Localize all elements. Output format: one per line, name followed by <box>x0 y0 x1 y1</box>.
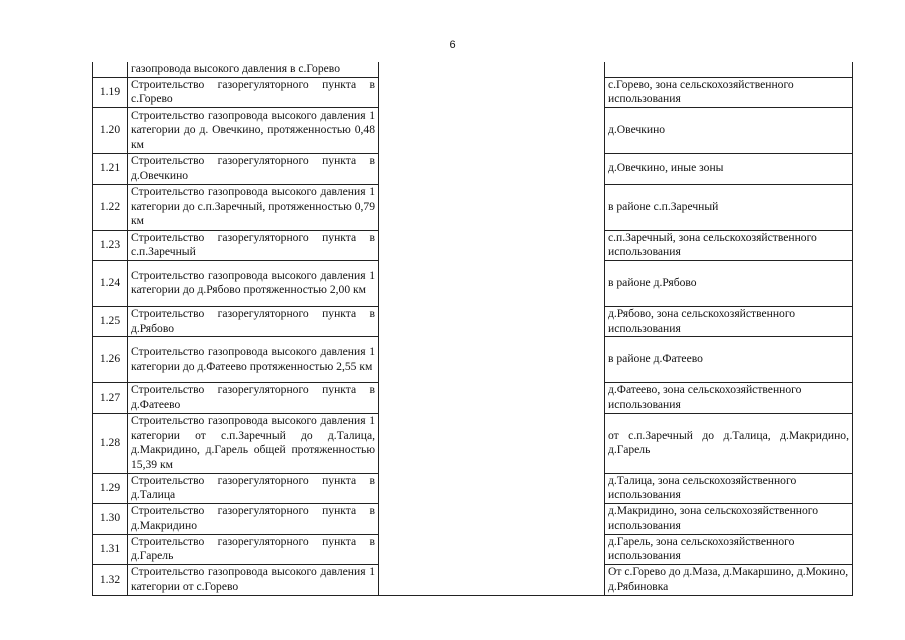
row-location: д.Макридино, зона сельскохозяйственного использования <box>605 504 853 534</box>
row-location: в районе д.Рябово <box>605 260 853 306</box>
row-description: Строительство газопровода высокого давления 1 категории до с.п.Заречный, протяженностью 0,79 км <box>128 184 379 230</box>
row-number: 1.27 <box>93 383 128 413</box>
row-number: 1.20 <box>93 108 128 154</box>
row-description: Строительство газопровода высокого давления 1 категории до д.Рябово протяженностью 2,00 км <box>128 260 379 306</box>
row-location: с.п.Заречный, зона сельскохозяйственного использования <box>605 230 853 260</box>
row-description: Строительство газорегуляторного пункта в д.Фатеево <box>128 383 379 413</box>
row-location: д.Овечкино, иные зоны <box>605 154 853 184</box>
row-location: д.Рябово, зона сельскохозяйственного использования <box>605 306 853 336</box>
row-number: 1.29 <box>93 473 128 503</box>
row-number: 1.26 <box>93 337 128 383</box>
row-number <box>93 62 128 77</box>
row-description: Строительство газопровода высокого давления 1 категории до д. Овечкино, протяженностью 0,48 км <box>128 108 379 154</box>
projects-table <box>92 62 853 596</box>
row-number: 1.24 <box>93 260 128 306</box>
row-number: 1.22 <box>93 184 128 230</box>
row-description: Строительство газорегуляторного пункта в д.Овечкино <box>128 154 379 184</box>
row-description: Строительство газорегуляторного пункта в д.Талица <box>128 473 379 503</box>
row-number: 1.19 <box>93 77 128 107</box>
row-description: Строительство газорегуляторного пункта в д.Рябово <box>128 306 379 336</box>
row-location: от с.п.Заречный до д.Талица, д.Макридино, д.Гарель <box>605 413 853 473</box>
row-location: д.Талица, зона сельскохозяйственного использования <box>605 473 853 503</box>
row-location: От с.Горево до д.Маза, д.Макаршино, д.Мокино, д.Рябиновка <box>605 564 853 595</box>
row-number: 1.28 <box>93 413 128 473</box>
row-location: д.Гарель, зона сельскохозяйственного использования <box>605 534 853 564</box>
row-location: д.Фатеево, зона сельскохозяйственного использования <box>605 383 853 413</box>
row-description: газопровода высокого давления в с.Горево <box>128 62 379 77</box>
row-number: 1.30 <box>93 504 128 534</box>
row-number: 1.32 <box>93 564 128 595</box>
row-number: 1.31 <box>93 534 128 564</box>
row-location: в районе с.п.Заречный <box>605 184 853 230</box>
row-description: Строительство газопровода высокого давления 1 категории от с.Горево <box>128 564 379 595</box>
table-row <box>93 62 853 77</box>
row-location: д.Овечкино <box>605 108 853 154</box>
row-number: 1.25 <box>93 306 128 336</box>
row-number: 1.21 <box>93 154 128 184</box>
row-location: в районе д.Фатеево <box>605 337 853 383</box>
row-description: Строительство газорегуляторного пункта в д.Гарель <box>128 534 379 564</box>
row-description: Строительство газопровода высокого давления 1 категории до д.Фатеево протяженностью 2,55 км <box>128 337 379 383</box>
row-number: 1.23 <box>93 230 128 260</box>
row-location: с.Горево, зона сельскохозяйственного использования <box>605 77 853 107</box>
row-description: Строительство газорегуляторного пункта в с.п.Заречный <box>128 230 379 260</box>
row-description: Строительство газорегуляторного пункта в д.Макридино <box>128 504 379 534</box>
merged-blank-column <box>379 62 605 595</box>
page-number: 6 <box>449 39 456 51</box>
row-location <box>605 62 853 77</box>
row-description: Строительство газорегуляторного пункта в с.Горево <box>128 77 379 107</box>
row-description: Строительство газопровода высокого давления 1 категории от с.п.Заречный до д.Талица, д.Макридино, д.Гарель общей протяженностью 15,39 км <box>128 413 379 473</box>
